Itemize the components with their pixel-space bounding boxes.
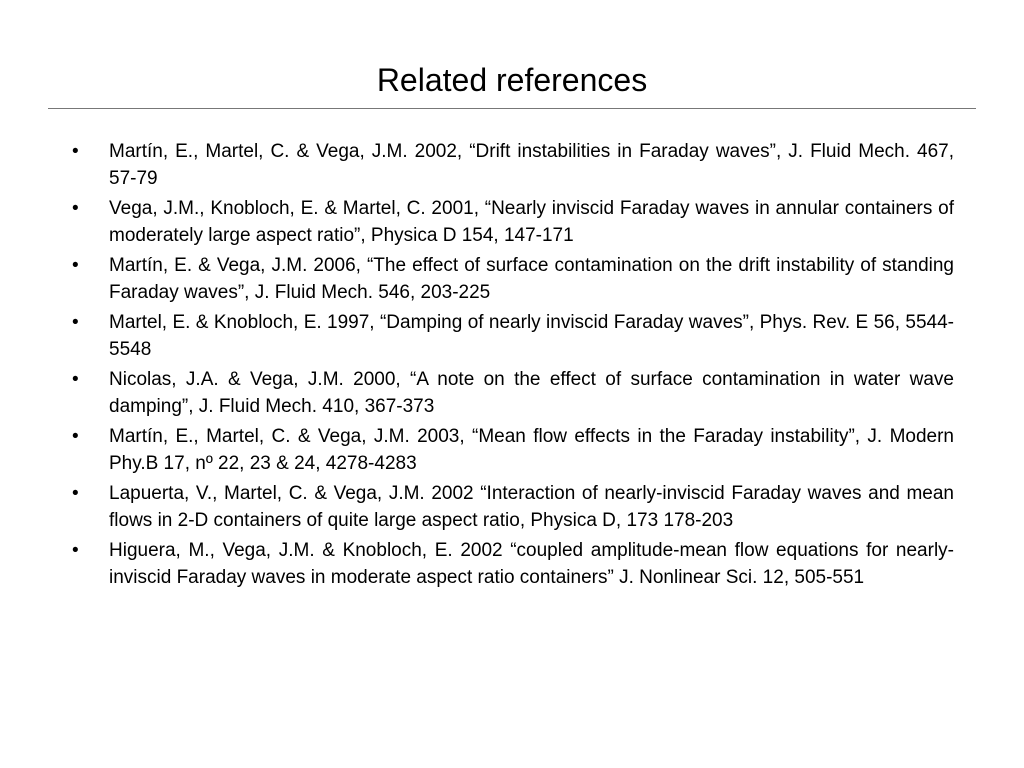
- reference-text: Nicolas, J.A. & Vega, J.M. 2000, “A note on the effect of surface contamination in water wave damping”, J. Fluid Mech. 410, 367-373: [109, 369, 954, 417]
- reference-text: Martel, E. & Knobloch, E. 1997, “Damping of nearly inviscid Faraday waves”, Phys. Rev. E 56, 5544-5548: [109, 312, 954, 360]
- reference-list: [72, 139, 954, 595]
- reference-text: Martín, E., Martel, C. & Vega, J.M. 2002, “Drift instabilities in Faraday waves”, J. Fluid Mech. 467, 57-79: [109, 141, 954, 189]
- bullet: •: [72, 198, 79, 219]
- reference-item: [72, 367, 954, 420]
- reference-item: [72, 196, 954, 249]
- reference-text: Martín, E., Martel, C. & Vega, J.M. 2003, “Mean flow effects in the Faraday instability”, J. Modern Phy.B 17, nº 22, 23 & 24, 4278-4283: [109, 426, 954, 474]
- bullet: •: [72, 483, 79, 504]
- bullet: •: [72, 540, 79, 561]
- reference-item: [72, 481, 954, 534]
- bullet: •: [72, 426, 79, 447]
- slide-title: Related references: [376, 62, 648, 98]
- reference-text: Lapuerta, V., Martel, C. & Vega, J.M. 2002 “Interaction of nearly-inviscid Faraday waves and mean flows in 2-D containers of quite large aspect ratio, Physica D, 173 178-203: [109, 483, 954, 531]
- bullet: •: [72, 141, 79, 162]
- bullet: •: [72, 369, 79, 390]
- reference-item: [72, 139, 954, 192]
- reference-text: Higuera, M., Vega, J.M. & Knobloch, E. 2002 “coupled amplitude-mean flow equations for nearly-inviscid Faraday waves in moderate aspect ratio containers” J. Nonlinear Sci. 12, 505-551: [109, 540, 954, 588]
- reference-text: Martín, E. & Vega, J.M. 2006, “The effect of surface contamination on the drift instability of standing Faraday waves”, J. Fluid Mech. 546, 203-225: [109, 255, 954, 303]
- title-divider: [48, 108, 976, 109]
- reference-text: Vega, J.M., Knobloch, E. & Martel, C. 2001, “Nearly inviscid Faraday waves in annular containers of moderately large aspect ratio”, Physica D 154, 147-171: [109, 198, 954, 246]
- reference-item: [72, 538, 954, 591]
- bullet: •: [72, 255, 79, 276]
- bullet: •: [72, 312, 79, 333]
- reference-item: [72, 253, 954, 306]
- reference-item: [72, 310, 954, 363]
- reference-item: [72, 424, 954, 477]
